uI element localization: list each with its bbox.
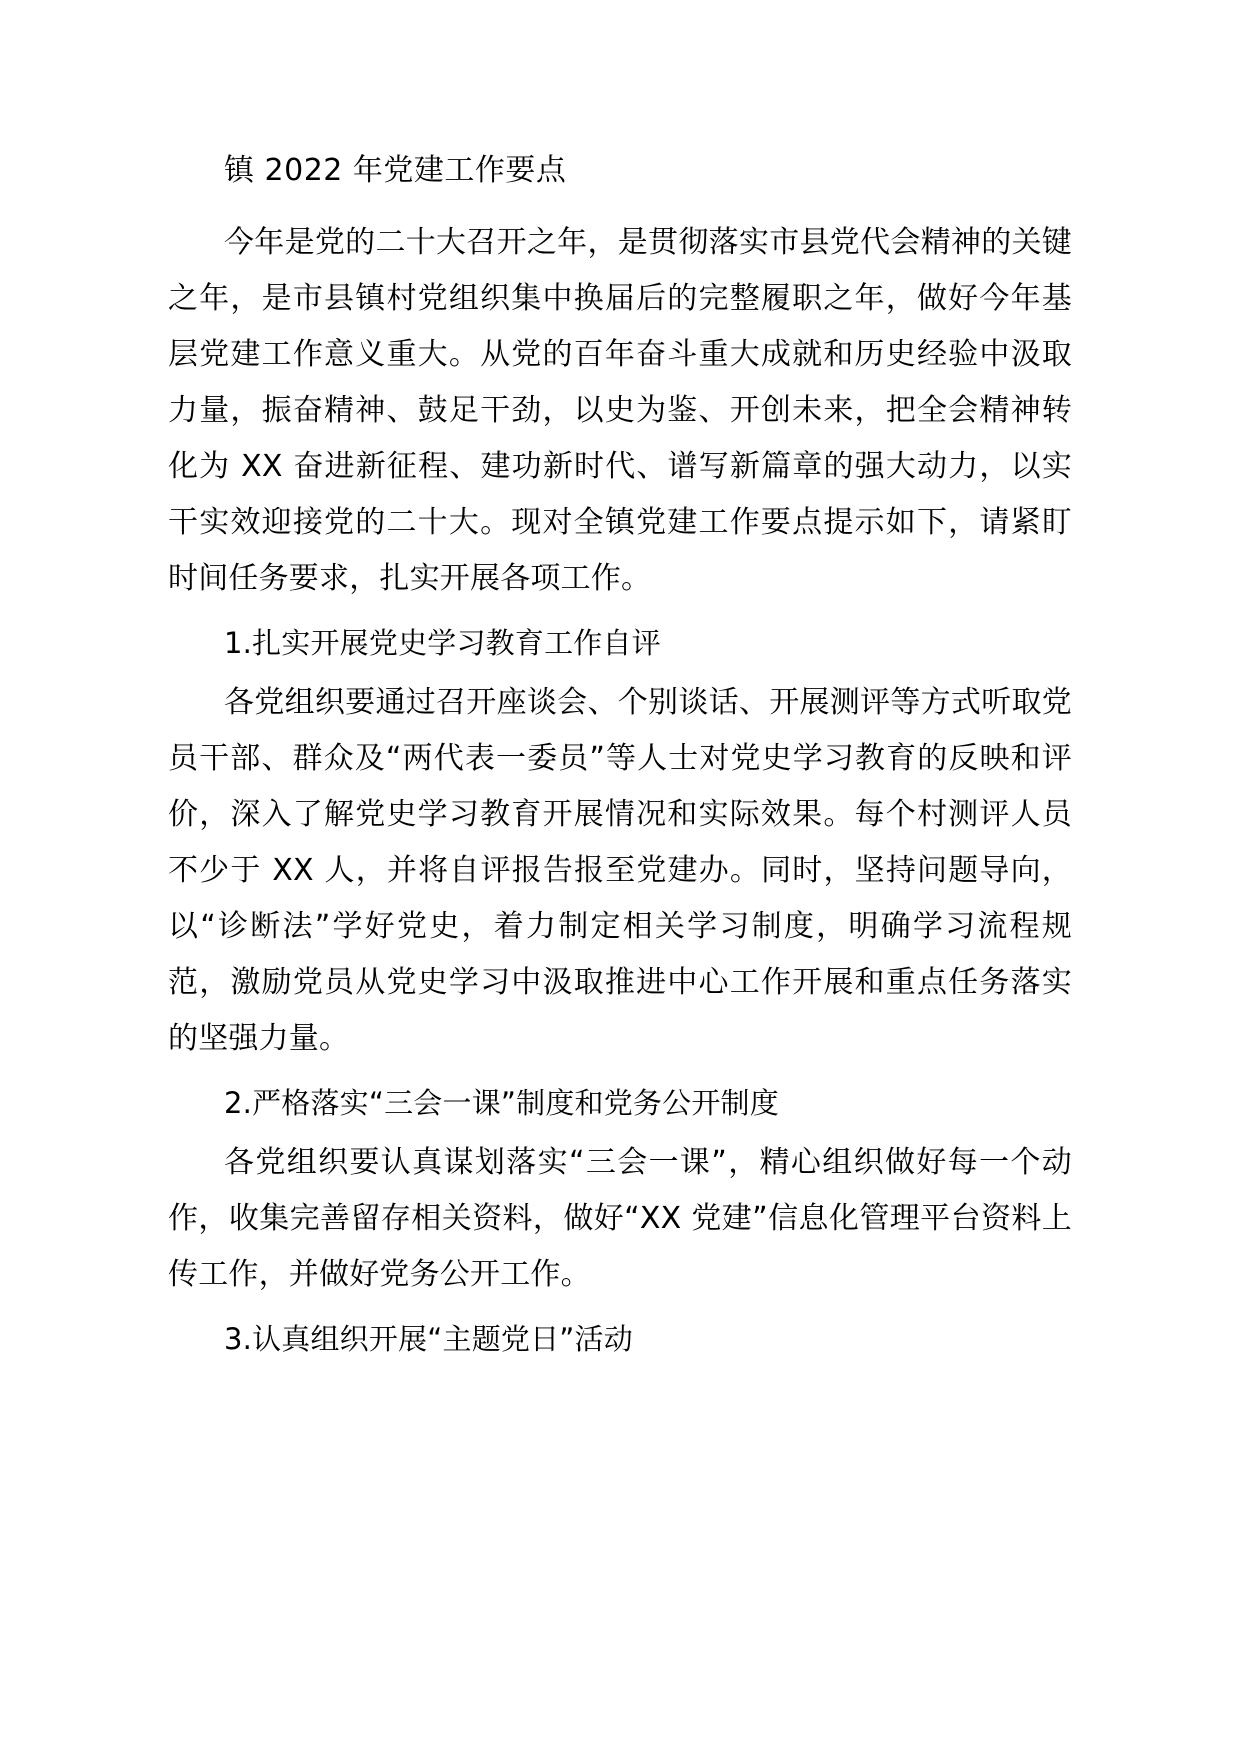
- paragraph-intro: 今年是党的二十大召开之年，是贯彻落实市县党代会精神的关键之年，是市县镇村党组织集中换届后的完整履职之年，做好今年基层党建工作意义重大。从党的百年奋斗重大成就和历史经验中汲取力量，振奋精神、鼓足干劲，以史为鉴、开创未来，把全会精神转化为 XX 奋进新征程、建功新时代、谱写新篇章的强大动力，以实干实效迎接党的二十大。现对全镇党建工作要点提示如下，请紧盯时间任务要求，扎实开展各项工作。: [168, 225, 1072, 596]
- paragraph-section-1: 各党组织要通过召开座谈会、个别谈话、开展测评等方式听取党员干部、群众及“两代表一委员”等人士对党史学习教育的反映和评价，深入了解党史学习教育开展情况和实际效果。每个村测评人员不少于 XX 人，并将自评报告报至党建办。同时，坚持问题导向，以“诊断法”学好党史，着力制定相关学习制度，明确学习流程规范，激励党员从党史学习中汲取推进中心工作开展和重点任务落实的坚强力量。: [168, 685, 1072, 1056]
- paragraph-section-2: 各党组织要认真谋划落实“三会一课”，精心组织做好每一个动作，收集完善留存相关资料，做好“XX 党建”信息化管理平台资料上传工作，并做好党务公开工作。: [168, 1145, 1072, 1292]
- section-heading-1: 1.扎实开展党史学习教育工作自评: [224, 626, 661, 660]
- section-heading-3: 3.认真组织开展“主题党日”活动: [224, 1322, 633, 1356]
- page-title: 镇 2022 年党建工作要点: [224, 153, 567, 188]
- section-heading-2: 2.严格落实“三会一课”制度和党务公开制度: [224, 1086, 779, 1120]
